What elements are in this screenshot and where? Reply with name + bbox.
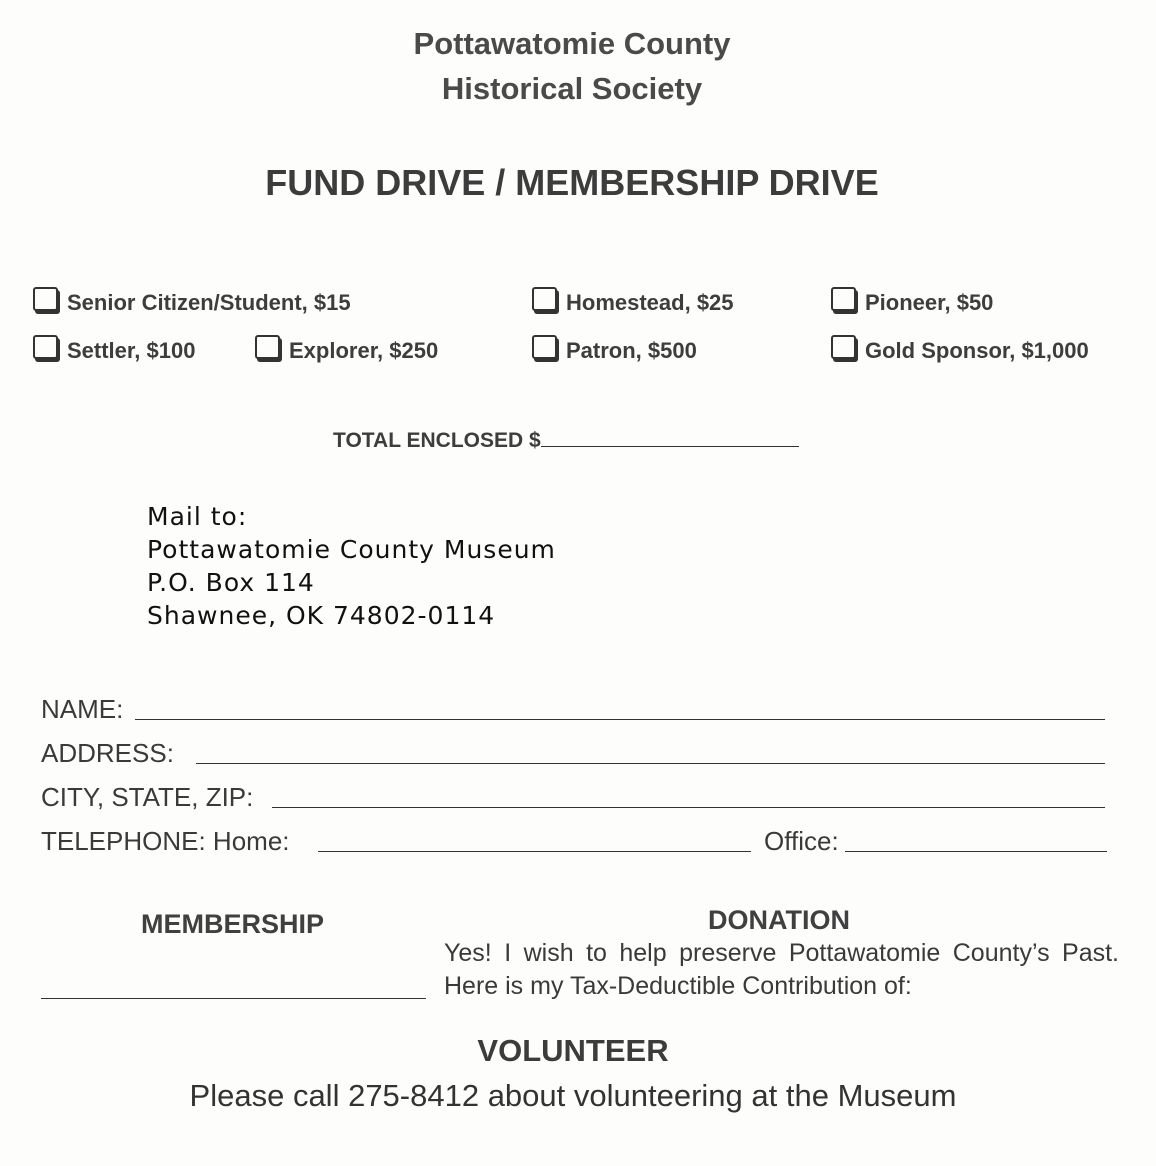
checkbox-icon[interactable] xyxy=(33,287,58,311)
telephone-office-line[interactable] xyxy=(845,851,1107,852)
checkbox-icon[interactable] xyxy=(831,335,856,359)
address-line[interactable] xyxy=(196,763,1105,764)
telephone-home-label: TELEPHONE: Home: xyxy=(41,826,290,856)
checkbox-icon[interactable] xyxy=(255,335,280,359)
total-label: TOTAL ENCLOSED $ xyxy=(333,429,541,452)
name-label: NAME: xyxy=(41,694,124,724)
checkbox-icon[interactable] xyxy=(532,335,557,359)
mail-line: Pottawatomie County Museum xyxy=(147,535,556,564)
org-name-line1: Pottawatomie County xyxy=(413,26,731,61)
option-senior-citizen[interactable] xyxy=(33,290,351,316)
address-label: ADDRESS: xyxy=(41,738,174,768)
volunteer-text: Please call 275-8412 about volunteering at the Museum xyxy=(189,1078,957,1113)
mail-line: Mail to: xyxy=(147,502,248,531)
option-label: Patron, $500 xyxy=(566,338,697,363)
name-line[interactable] xyxy=(135,719,1105,720)
total-line[interactable] xyxy=(541,428,799,447)
option-label: Explorer, $250 xyxy=(289,338,439,363)
membership-heading: MEMBERSHIP xyxy=(141,909,325,939)
telephone-office-label: Office: xyxy=(764,826,839,856)
option-gold-sponsor[interactable] xyxy=(831,338,1089,364)
checkbox-icon[interactable] xyxy=(831,287,856,311)
option-label: Gold Sponsor, $1,000 xyxy=(865,338,1089,363)
donation-heading: DONATION xyxy=(708,905,850,935)
option-explorer[interactable] xyxy=(255,338,438,364)
option-pioneer[interactable] xyxy=(831,290,993,316)
option-label: Pioneer, $50 xyxy=(865,290,994,315)
membership-line[interactable] xyxy=(41,998,426,999)
checkbox-icon[interactable] xyxy=(33,335,58,359)
city-state-zip-label: CITY, STATE, ZIP: xyxy=(41,782,254,812)
option-settler[interactable] xyxy=(33,338,195,364)
mailing-address xyxy=(147,500,556,632)
volunteer-heading: VOLUNTEER xyxy=(477,1033,669,1068)
org-name-line2: Historical Society xyxy=(441,71,703,106)
donation-text: Yes! I wish to help preserve Pottawatomie County’s Past. Here is my Tax-Deductible Contribution of: xyxy=(444,939,1119,1000)
option-label: Settler, $100 xyxy=(67,338,196,363)
mail-line: P.O. Box 114 xyxy=(147,568,315,597)
telephone-home-line[interactable] xyxy=(318,851,751,852)
option-patron[interactable] xyxy=(532,338,697,364)
total-enclosed xyxy=(333,428,799,453)
option-label: Senior Citizen/Student, $15 xyxy=(67,290,351,315)
option-label: Homestead, $25 xyxy=(566,290,734,315)
city-state-zip-line[interactable] xyxy=(272,807,1105,808)
checkbox-icon[interactable] xyxy=(532,287,557,311)
form-title: FUND DRIVE / MEMBERSHIP DRIVE xyxy=(265,162,879,203)
option-homestead[interactable] xyxy=(532,290,734,316)
mail-line: Shawnee, OK 74802-0114 xyxy=(147,601,496,630)
